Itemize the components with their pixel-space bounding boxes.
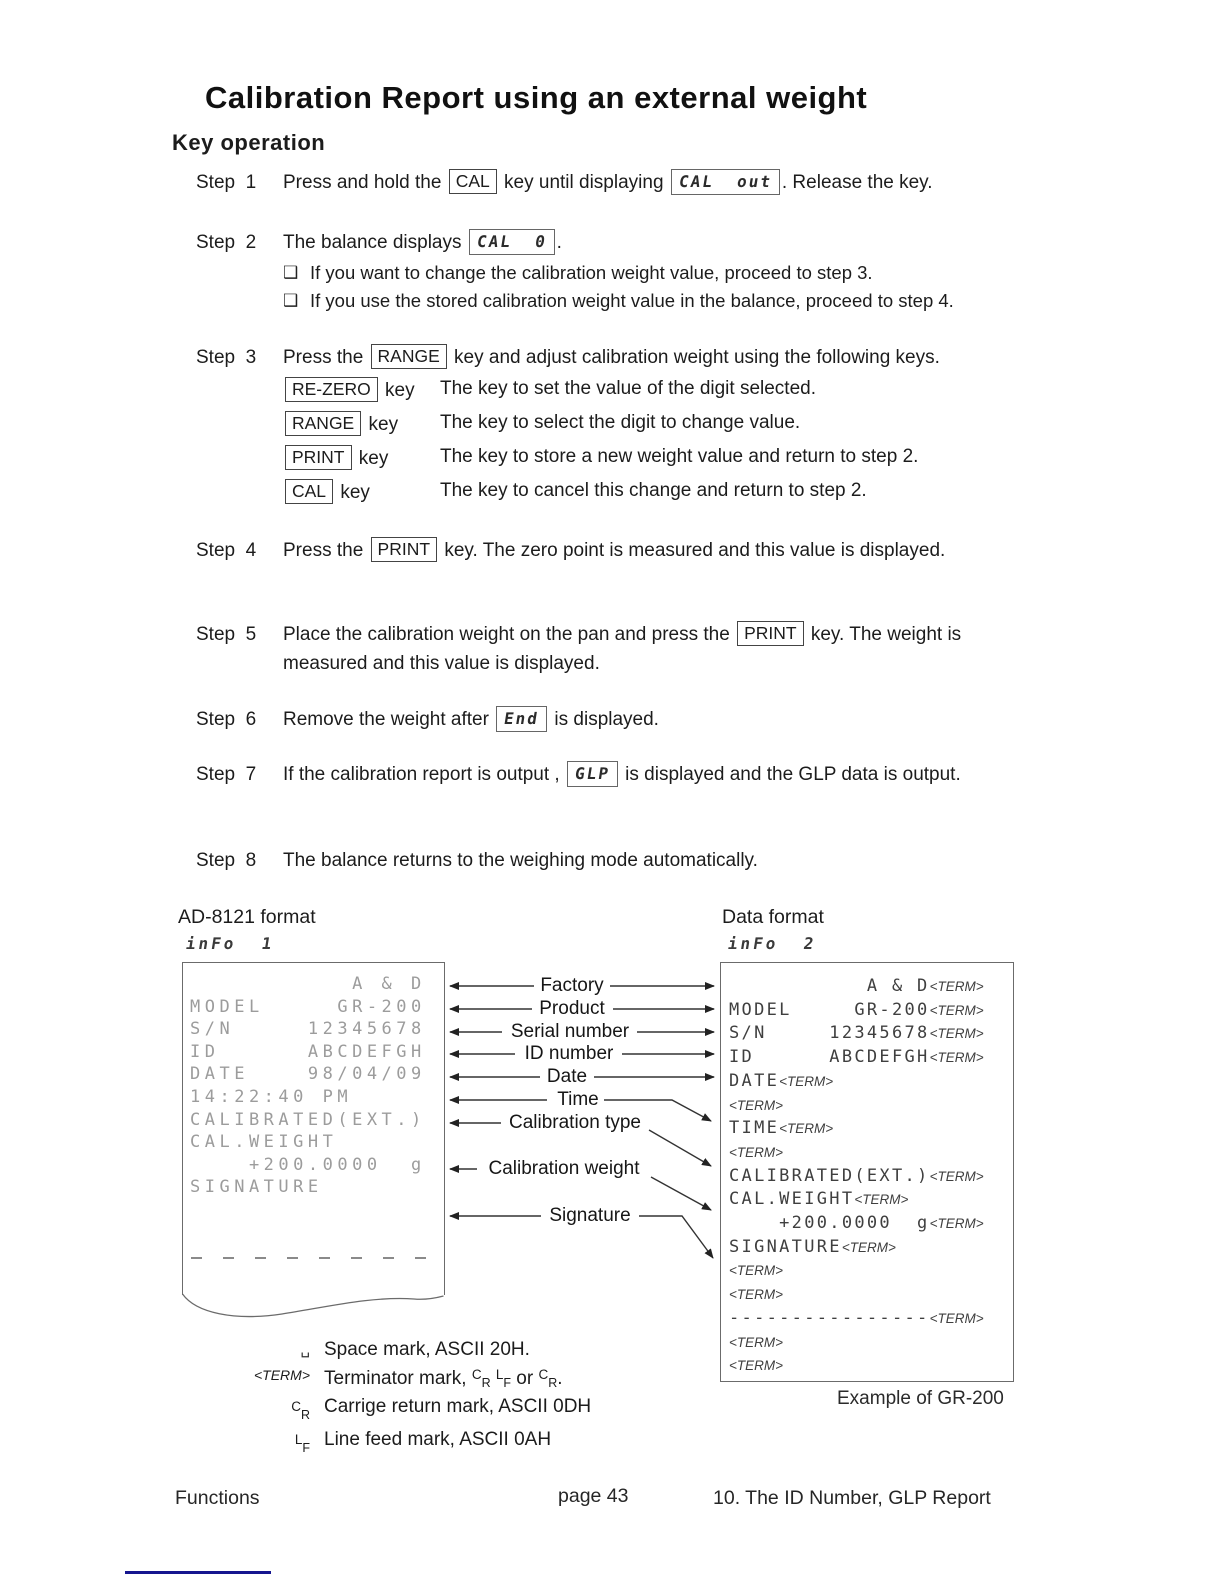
terminator-mark: <TERM> [729, 1287, 784, 1303]
step-label: Step 5 [196, 624, 257, 645]
lcd-display-cal-0: CAL 0 [469, 229, 555, 255]
key-box: CAL [285, 479, 333, 504]
terminator-mark: <TERM> [779, 1121, 834, 1137]
diagram-label-factory: Factory [540, 975, 604, 996]
key-word: key [385, 379, 415, 401]
receipt-row: SIGNATURE [190, 1177, 323, 1198]
key-description: The key to select the digit to change value. [440, 412, 801, 433]
terminator-mark: <TERM> [729, 1263, 784, 1279]
bullet-item [283, 287, 954, 315]
step-text: Press the RANGE key and adjust calibration weight using the following keys. [283, 346, 940, 368]
step-text: Place the calibration weight on the pan and press the PRINT key. The weight is measured and this value is displayed. [283, 623, 962, 674]
step-text: The balance returns to the weighing mode automatically. [283, 850, 758, 871]
bottom-blue-rule [125, 1571, 271, 1574]
receipt-row [729, 1141, 1013, 1165]
step-label: Step 3 [196, 347, 257, 368]
key-row [283, 474, 1043, 508]
key-row [283, 406, 1043, 440]
key-box: RANGE [285, 411, 361, 436]
diagram-label-calibration-type: Calibration type [508, 1112, 642, 1133]
key-word: key [358, 447, 389, 469]
checkbox-icon: ❑ [283, 263, 299, 282]
cr-mark: $^C_R$ [471, 1366, 491, 1390]
terminator-mark: <TERM> [929, 1216, 984, 1232]
receipt-row: A & D [190, 974, 426, 994]
cal-key-box: CAL [449, 169, 497, 194]
receipt-row-text: CAL.WEIGHT [729, 1189, 855, 1210]
lcd-display-cal-out: CAL out [671, 169, 780, 195]
diagram-label-date: Date [546, 1066, 588, 1087]
footer-functions: Functions [175, 1487, 260, 1509]
data-format-receipt [720, 962, 1014, 1382]
key-word: key [340, 481, 370, 503]
step-label: Step 2 [196, 232, 257, 253]
receipt-row: 14:22:40 PM [190, 1086, 353, 1107]
cr-mark: $^C_R$ [538, 1366, 558, 1390]
key-word: key [368, 413, 399, 435]
terminator-mark: <TERM> [929, 1310, 984, 1326]
receipt-row-text: TIME [729, 1118, 780, 1139]
terminator-mark: <TERM> [854, 1192, 909, 1208]
step-4 [196, 536, 989, 565]
step-text: Press and hold the CAL key until displaying CAL out . Release the key. [283, 171, 933, 193]
legend [160, 1338, 720, 1460]
diagram-label-product: Product [539, 998, 605, 1019]
receipt-row-text: +200.0000 g [729, 1213, 930, 1234]
data-format-receipt-rows [721, 963, 1013, 1378]
receipt-row: CAL.WEIGHT [190, 1132, 338, 1153]
receipt-row [729, 1022, 1013, 1046]
diagram-label-calibration-weight: Calibration weight [488, 1158, 640, 1179]
range-key-box: RANGE [371, 344, 447, 369]
legend-text: Carrige return mark, ASCII 0DH [324, 1396, 592, 1417]
receipt-row [729, 1165, 1013, 1189]
receipt-row: DATE 98/04/09 [190, 1064, 426, 1085]
receipt-row [729, 1331, 1013, 1355]
terminator-mark: <TERM> [929, 1002, 984, 1018]
key-box: PRINT [285, 445, 352, 470]
legend-text: Space mark, ASCII 20H. [324, 1339, 530, 1360]
step-label: Step 4 [196, 540, 257, 561]
diagram-label-id-number: ID number [524, 1043, 614, 1064]
diagram-label-signature: Signature [549, 1205, 631, 1226]
key-description: The key to cancel this change and return to step 2. [440, 480, 867, 501]
step-label: Step 8 [196, 850, 257, 871]
step-text: Remove the weight after End is displayed. [283, 705, 989, 734]
receipt-row: ID ABCDEFGH [190, 1041, 426, 1062]
lcd-info-1: inFo 1 [184, 934, 276, 953]
legend-terminator-mark [160, 1363, 720, 1396]
lcd-display-end: End [496, 706, 547, 732]
terminator-mark: <TERM> [779, 1073, 834, 1089]
lcd-display-glp: GLP [567, 761, 618, 787]
receipt-torn-edge [182, 1293, 444, 1327]
receipt-row [729, 1046, 1013, 1070]
bullet-text: If you use the stored calibration weight value in the balance, proceed to step 4. [310, 290, 954, 311]
step-label: Step 7 [196, 764, 257, 785]
lf-mark: $^L_F$ [495, 1366, 512, 1390]
diagram-label-serial-number: Serial number [510, 1021, 630, 1042]
key-row [283, 372, 1043, 406]
page-title: Calibration Report using an external weight [205, 80, 868, 115]
key-box: RE-ZERO [285, 377, 378, 402]
terminator-mark: <TERM> [729, 1358, 784, 1374]
terminator-mark: <TERM> [729, 1144, 784, 1160]
terminator-mark: <TERM> [929, 1026, 984, 1042]
step-2 [196, 228, 989, 257]
receipt-row-text: ID ABCDEFGH [729, 1047, 930, 1068]
receipt-row [729, 1259, 1013, 1283]
lf-mark-icon: $^L_F$ [294, 1431, 310, 1455]
receipt-row-text: MODEL GR-200 [729, 999, 930, 1020]
receipt-row [729, 1117, 1013, 1141]
legend-space-mark [160, 1338, 720, 1363]
space-mark-icon: ␣ [300, 1341, 310, 1358]
terminator-mark: <TERM> [729, 1097, 784, 1113]
step-label: Step 1 [196, 172, 257, 193]
receipt-row [729, 975, 1013, 999]
step-text: Press the PRINT key. The zero point is measured and this value is displayed. [283, 539, 946, 561]
receipt-row [729, 1354, 1013, 1378]
example-caption: Example of GR-200 [837, 1388, 1004, 1409]
key-row [283, 440, 1043, 474]
checkbox-icon: ❑ [283, 291, 299, 310]
step-3 [196, 343, 989, 372]
receipt-row [729, 1236, 1013, 1260]
lcd-info-2: inFo 2 [726, 934, 818, 953]
terminator-mark: <TERM> [929, 1168, 984, 1184]
term-mark-icon: <TERM> [253, 1366, 310, 1383]
step-text: The balance displays CAL 0 . [283, 228, 989, 257]
ad8121-receipt [182, 962, 445, 1295]
receipt-row: S/N 12345678 [190, 1019, 426, 1040]
receipt-row-text: A & D [729, 976, 930, 996]
ad8121-receipt-rows [183, 963, 444, 1199]
key-description: The key to set the value of the digit selected. [440, 378, 817, 399]
receipt-row: MODEL GR-200 [190, 996, 426, 1017]
legend-text: Terminator mark, $^C_R$ $^L_F$ or $^C_R$. [324, 1366, 563, 1390]
diagram-label-time: Time [557, 1089, 599, 1110]
receipt-row [729, 1307, 1013, 1331]
bullet-text: If you want to change the calibration weight value, proceed to step 3. [310, 262, 873, 283]
legend-text: Line feed mark, ASCII 0AH [324, 1428, 552, 1450]
print-key-box: PRINT [371, 537, 438, 562]
footer-page-number: page 43 [558, 1485, 629, 1507]
receipt-row [729, 1094, 1013, 1118]
terminator-mark: <TERM> [929, 979, 984, 994]
receipt-row [729, 1188, 1013, 1212]
step-8 [196, 846, 989, 875]
terminator-mark: <TERM> [729, 1334, 784, 1350]
step-text: If the calibration report is output , GLP is displayed and the GLP data is output. [283, 760, 989, 789]
key-description: The key to store a new weight value and return to step 2. [440, 446, 919, 467]
cr-mark-icon: $^C_R$ [291, 1399, 310, 1422]
receipt-row-text: ---------------- [729, 1307, 930, 1328]
legend-carriage-return [160, 1395, 720, 1428]
receipt-row [729, 1283, 1013, 1307]
footer-section: 10. The ID Number, GLP Report [713, 1487, 991, 1509]
section-heading: Key operation [172, 130, 326, 155]
receipt-row [729, 999, 1013, 1023]
signature-dash-line [191, 1257, 431, 1259]
legend-line-feed [160, 1428, 720, 1461]
receipt-row-text: S/N 12345678 [729, 1023, 930, 1044]
data-format-header: Data format [722, 906, 824, 928]
step-2-bullets [283, 259, 954, 315]
bullet-item [283, 259, 954, 287]
step-1 [196, 168, 989, 197]
step-7 [196, 760, 989, 789]
step-5 [196, 620, 989, 678]
step-label: Step 6 [196, 709, 257, 730]
terminator-mark: <TERM> [929, 1050, 984, 1066]
receipt-row: CALIBRATED(EXT.) [190, 1109, 426, 1130]
receipt-row-text: CALIBRATED(EXT.) [729, 1165, 930, 1186]
receipt-row: +200.0000 g [190, 1154, 426, 1175]
step-6 [196, 705, 989, 734]
receipt-row [729, 1070, 1013, 1094]
receipt-row-text: SIGNATURE [729, 1236, 842, 1257]
receipt-row [729, 1212, 1013, 1236]
terminator-mark: <TERM> [841, 1239, 896, 1255]
receipt-row-text: DATE [729, 1070, 780, 1091]
print-key-box: PRINT [737, 621, 804, 646]
step-3-key-table [283, 372, 1043, 508]
ad8121-format-header: AD-8121 format [178, 906, 316, 928]
